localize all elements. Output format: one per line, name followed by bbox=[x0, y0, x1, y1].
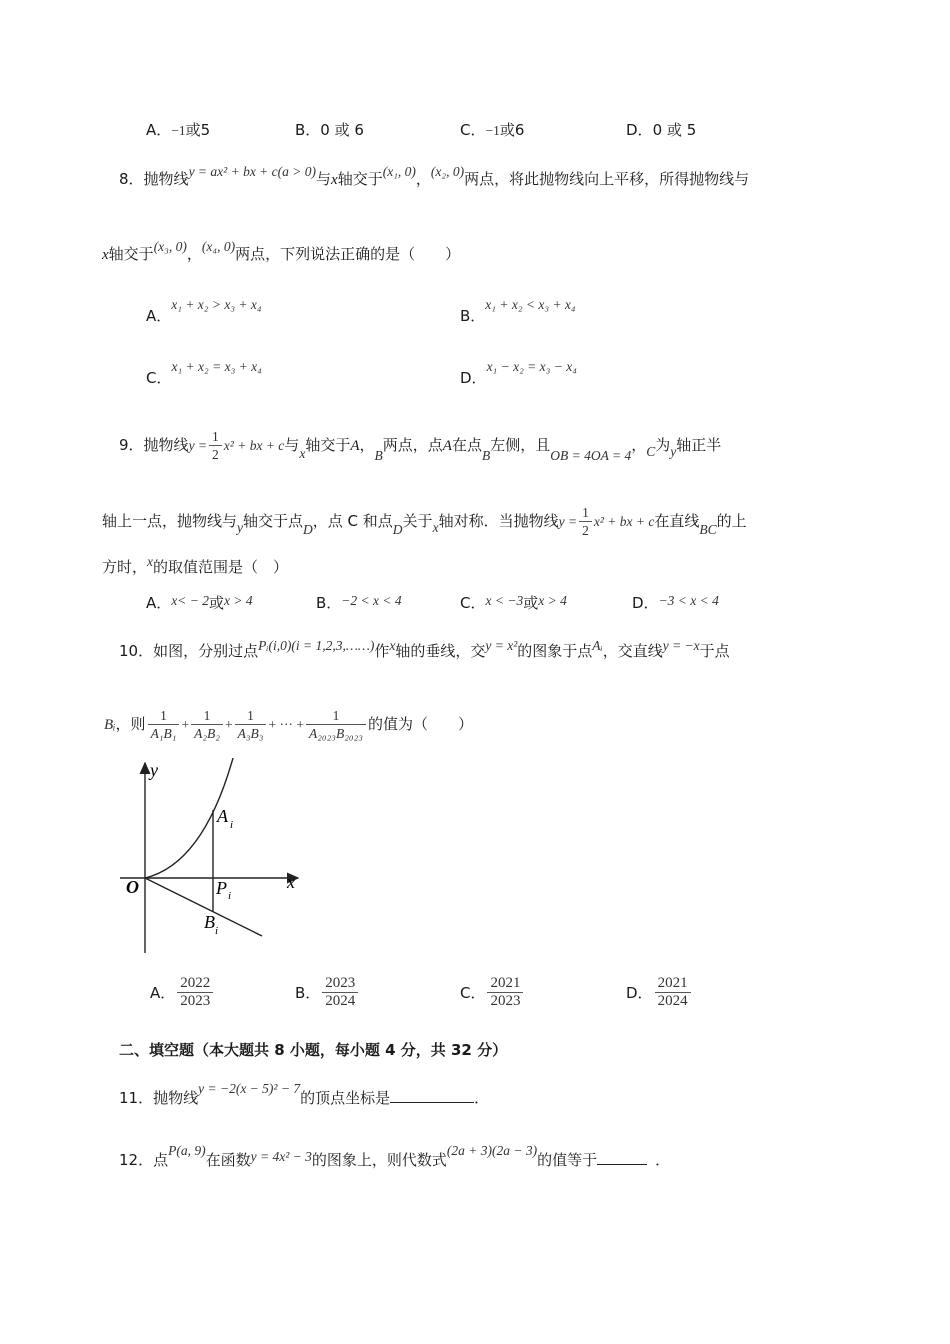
q9-stem-line1: 9．抛物线y = $\frac{1}{2}$ x² + bx + c与x轴交于A，B两点，点A在点B左侧，且OB = 4OA = 4，C为y轴正半 bbox=[119, 429, 722, 463]
q10-option-c[interactable]: C． $\frac{2021}{2023}$ bbox=[460, 975, 525, 1010]
q8-option-c[interactable]: C．x₁ + x₂ = x₃ + x₄ bbox=[146, 359, 262, 387]
point-b-label: B bbox=[204, 912, 215, 932]
q10-option-a[interactable]: A． $\frac{2022}{2023}$ bbox=[150, 975, 215, 1010]
q8-stem-line1: 8．抛物线y = ax² + bx + c(a > 0)与x轴交于(x₁, 0)，(x₂, 0)两点，将此抛物线向上平移，所得抛物线与 bbox=[119, 164, 750, 188]
sum-term-2: $\frac{1}{\text{A₂B₂}}$ bbox=[191, 707, 223, 742]
origin-label: O bbox=[126, 877, 139, 897]
point-a-sub: i bbox=[230, 819, 234, 831]
half-fraction-2: $\frac{1}{2}$ bbox=[579, 504, 592, 539]
point-b-sub: i bbox=[215, 925, 219, 937]
y-axis-label: y bbox=[150, 760, 158, 780]
q8-option-a[interactable]: A．x₁ + x₂ > x₃ + x₄ bbox=[146, 297, 262, 325]
q10-stem-line2: Bᵢ，则 $\frac{1}{\text{A₁B₁}}$ + $\frac{1}{\text{A₂B₂}}$ + $\frac{1}{\text{A₃B₃}}$ + ··· + $\frac{1}{\text{A₂₀₂₃B₂₀₂₃}}$ 的值为（ ） bbox=[104, 708, 474, 741]
point-p-sub: i bbox=[228, 890, 232, 902]
q9-option-d[interactable]: D．−3 < x < 4 bbox=[632, 593, 719, 612]
q11-stem: 11．抛物线y = −2(x − 5)² − 7的顶点坐标是 ． bbox=[119, 1081, 490, 1107]
q8-option-d[interactable]: D．x₁ − x₂ = x₃ − x₄ bbox=[460, 359, 577, 387]
point-a-label: A bbox=[217, 806, 228, 826]
sum-term-1: $\frac{1}{\text{A₁B₁}}$ bbox=[148, 707, 180, 742]
q9-option-a[interactable]: A．x< − 2或x > 4 bbox=[146, 593, 253, 612]
q10-figure bbox=[112, 758, 312, 958]
q9-option-c[interactable]: C．x < −3或x > 4 bbox=[460, 593, 567, 612]
q10-option-b[interactable]: B． $\frac{2023}{2024}$ bbox=[295, 975, 360, 1010]
section-2-title: 二、填空题（本大题共 8 小题，每小题 4 分，共 32 分） bbox=[119, 1041, 508, 1059]
q9-stem-line3: 方时，x的取值范围是（ ） bbox=[102, 554, 289, 576]
q7-option-c[interactable]: C．−1或6 bbox=[460, 121, 525, 139]
sum-term-2023: $\frac{1}{\text{A₂₀₂₃B₂₀₂₃}}$ bbox=[306, 707, 366, 742]
q8-stem-line2: x轴交于(x₃, 0)，(x₄, 0)两点，下列说法正确的是（ ） bbox=[102, 239, 461, 263]
x-axis-label: x bbox=[287, 872, 295, 892]
q9-stem-line2: 轴上一点，抛物线与y轴交于点D，点 C 和点D关于x轴对称．当抛物线y = $\frac{1}{2}$ x² + bx + c在直线BC的上 bbox=[102, 505, 747, 538]
q9-option-b[interactable]: B．−2 < x < 4 bbox=[316, 593, 402, 612]
q12-answer-blank[interactable] bbox=[597, 1150, 647, 1165]
q7-option-d[interactable]: D．0 或 5 bbox=[626, 121, 697, 139]
q10-stem-line1: 10．如图，分别过点Pᵢ(i,0)(i = 1,2,3,……)作x轴的垂线，交y = x²的图象于点Aᵢ，交直线y = −x于点 bbox=[119, 638, 730, 660]
half-fraction: $\frac{1}{2}$ bbox=[209, 428, 222, 463]
q8-option-b[interactable]: B．x₁ + x₂ < x₃ + x₄ bbox=[460, 297, 576, 325]
q12-stem: 12．点P(a, 9)在函数y = 4x² − 3的图象上，则代数式(2a + 3)(2a − 3)的值等于 ． bbox=[119, 1143, 671, 1169]
q10-option-d[interactable]: D． $\frac{2021}{2024}$ bbox=[626, 975, 693, 1010]
sum-term-3: $\frac{1}{\text{A₃B₃}}$ bbox=[235, 707, 267, 742]
q7-option-b[interactable]: B．0 或 6 bbox=[295, 121, 364, 139]
q7-option-a[interactable]: A．−1或5 bbox=[146, 121, 211, 139]
point-p-label: P bbox=[216, 878, 227, 898]
q11-answer-blank[interactable] bbox=[390, 1088, 474, 1103]
